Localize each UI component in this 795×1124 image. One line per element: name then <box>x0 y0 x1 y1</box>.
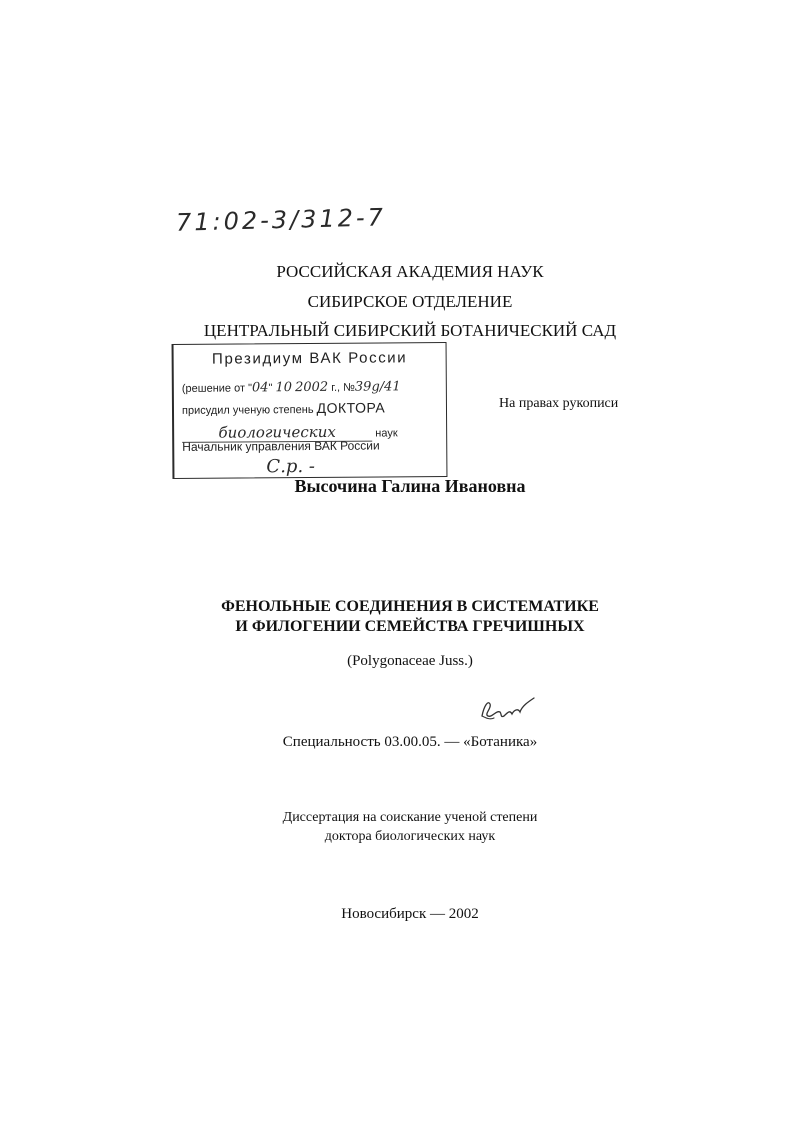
manuscript-rights: На правах рукописи <box>499 396 619 411</box>
stamp-signature: С.р. - <box>266 455 316 478</box>
stamp-year-suffix: г., № <box>331 381 355 394</box>
stamp-decision-number: 39g/41 <box>354 379 401 395</box>
stamp-decision-prefix: (решение от <box>181 382 246 395</box>
stamp-field-handwritten: биологических <box>218 422 336 442</box>
stamp-head-text: Начальник управления ВАК России <box>182 438 380 454</box>
place-year: Новосибирск — 2002 <box>341 906 479 922</box>
stamp-title: Президиум ВАК России <box>211 349 408 368</box>
stamp-day: 04 <box>251 380 269 396</box>
vak-approval-stamp <box>172 342 448 479</box>
organization-line-3: ЦЕНТРАЛЬНЫЙ СИБИРСКИЙ БОТАНИЧЕСКИЙ САД <box>203 321 617 340</box>
archive-number: 71:02-3/312-7 <box>175 203 387 237</box>
stamp-year: 2002 <box>295 379 329 396</box>
dissertation-line-2: доктора биологических наук <box>324 829 496 844</box>
stamp-month: 10 <box>275 380 293 396</box>
handwritten-initials-signature <box>478 692 538 724</box>
stamp-awarded-text: присудил ученую степень <box>181 403 314 417</box>
stamp-field-suffix: наук <box>375 427 398 440</box>
title-line-1: ФЕНОЛЬНЫЕ СОЕДИНЕНИЯ В СИСТЕМАТИКЕ <box>221 598 599 615</box>
author-name: Высочина Галина Ивановна <box>294 476 526 496</box>
stamp-awarded-row <box>182 399 385 416</box>
organization-line-2: СИБИРСКОЕ ОТДЕЛЕНИЕ <box>307 292 513 311</box>
family-latin: (Polygonaceae Juss.) <box>347 653 473 669</box>
dissertation-line-1: Диссертация на соискание ученой степени <box>282 810 538 825</box>
specialty: Специальность 03.00.05. — «Ботаника» <box>282 734 538 750</box>
title-line-2: И ФИЛОГЕНИИ СЕМЕЙСТВА ГРЕЧИШНЫХ <box>235 618 585 635</box>
organization-line-1: РОССИЙСКАЯ АКАДЕМИЯ НАУК <box>276 262 544 281</box>
stamp-decision-row: (решение от "04" 10 2002 г., №39g/41 <box>181 379 401 396</box>
stamp-degree: ДОКТОРА <box>316 399 386 416</box>
